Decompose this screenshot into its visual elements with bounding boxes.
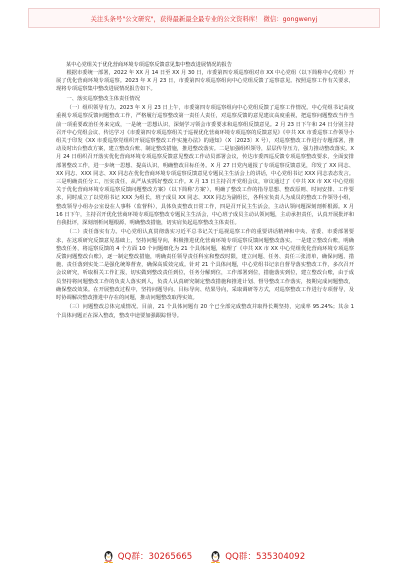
paragraph-intro: 根据市委统一部署，2022 年 XX 月 14 日至 XX 月 30 日，市委第四专项巡察组对市 XX 中心党组（以下简称中心党组）开展了优化营商环境专项巡察。2023 年 X 月 23 日，市委第四专项巡察组向中心党组反馈了巡察意见。按照巡察工作有关要求，现将专项巡察集中整改进展情况报告如下。	[56, 70, 354, 93]
paragraph-responsibility: （二）责任落实有力。中心党组认真贯彻落实习近平总书记关于巡视巡察工作的重要讲话精神和中央、省委、市委部署要求，在这项研究反馈意见基础上，坚持问题导向，积极推进优化营商环境专项巡察反馈问题整改落实。一是建立整改台账，明确整改任务，将巡察反馈的 4 个方面 10 个问题细化为 21 个具体问题，梳理了《中共 XX 市 XX 中心党组优化营商环境专项巡察反馈问题整改台账》，逐一制定整改措施，明确责任领导责任科室和整改时限，建立问题、任务、责任三张清单，确保问题、措施、责任落到实处二是强化统筹督查，确保高质效完成。针对 21 个具体问题，中心党组书记亲自督导落实整改工作，多次召开会议研究，听取相关工作汇报，切实做到整改责任到位，任务分解到位，工作部署到位，措施落实到位，建立整改台账，由于成员坚持将问题整改工作的负责人落实到人，负责人认真研究制定整改措施和推进计划、督导整改工作落实，按期完成问题整改，确保整改效果。在开展整改过程中，坚持问题导向、目标导向、结果导向，采取调研等方式，对巡察整改工作进行专项督导，及时协调解决整改推进中存在的问题，推动问题整改取得实效。	[56, 229, 354, 302]
qq-group-1[interactable]	[103, 550, 192, 563]
footer-contact-bar	[0, 541, 408, 571]
paragraph-organization: （一）组织领导有力。2023 年 X 月 23 日上午，市委第四专项巡察组向中心党组反馈了巡察工作情况。中心党组书记高度重视专项巡察反馈问题整改工作，严格履行巡察整改第一责任人责任，对巡察反馈的意见建议高度重视，把巡察问题整改当作当前一项重要政治任务来完成，一是统一思想认识，深刻学习领会市委要求和巡察组反馈意见。2 月 23 日下午和 24 日分别主持召开中心党组会议、传达学习《市委第四专项巡察组关于巡视优化营商环境专项巡察的反馈意见》《中共 XX 市委巡察工作领导小组关于印发《XX 市委巡察党组织开展巡察整改工作实施办法》的通知》（X〔2023〕X 号），对巡察整改工作进行专题部署，推动及时出台整改方案，建立整改台账、制定整改措施，推进整改落实。二是加强组织领导，层层传导压力，强力推动整改落实。X 月 24 日组织召开落实优化营商环境专项巡察反馈意见整改工作动员部署会议，传达市委四巡反馈专项巡察整改要求，全面安排部署整改工作，进一步统一思想、提高认识，明确整改目标任务。X 月 27 日党内通报了专项巡察反馈意见，印发了 XX 同志、XX 同志、XXX 同志、XX 同志在优化营商环境专项巡察反馈意见专题民主生活会上的讲话，中心党组书记 XXX 同志表态发言。三是明确责任分工，压实责任，从严从实抓好整改工作。X 月 13 日主持召开党组会议，审议通过了《中共 XX 市 XX 中心党组关于优化营商环境专项巡察反馈问题整改方案》（以下简称'方案'），明确了整改工作的指导思想、整改原则、时间安排、工作要求，同时成立了以党组书记 XXX 为组长，班子成员 XX 同志、XXX 同志为副组长，各科室负责人为成员的整改工作领导小组，整改领导小组办公室设在人事科（监督科），具体负责整改日常工作，四是召开民主生活会，主动认领问题深刻剖析根源。X 月 16 日下午，主持召开优化营商环境专项巡察整改专题民主生活会，中心班子成员主动认领问题，主动承担责任，认真开展批评和自我批评，深刻剖析问题根源，明确整改措施，切实肩负起巡察整改主体责任。	[56, 105, 354, 227]
paragraph-completion: （三）问题整改总体完成情况。目前，21 个具体问题有 20 个已全部完成整改并取得长期坚持，完成率 95.24%；其余 1 个具体问题正在深入整改，整改中途要加强跟踪督导。	[56, 304, 354, 319]
promo-banner-text: 关注头条号"公文研究"，获得最新最全最专业的公文资料库！ 微信：gongwenyj	[90, 15, 318, 23]
document-body	[56, 69, 354, 321]
qq-penguin-icon	[103, 550, 114, 563]
qq-penguin-icon	[210, 550, 221, 563]
qq-group-2[interactable]	[210, 550, 305, 563]
document-title: 某中心党组关于优化营商环境专项巡察反馈意见集中整改进展情况的报告	[66, 62, 233, 68]
section-heading: 一、落实巡察整改主体责任情况	[66, 95, 140, 102]
qq-group-2-label: QQ群：535304092	[225, 552, 306, 562]
promo-banner[interactable]	[28, 8, 380, 28]
qq-group-1-label: QQ群：30265665	[117, 552, 193, 562]
